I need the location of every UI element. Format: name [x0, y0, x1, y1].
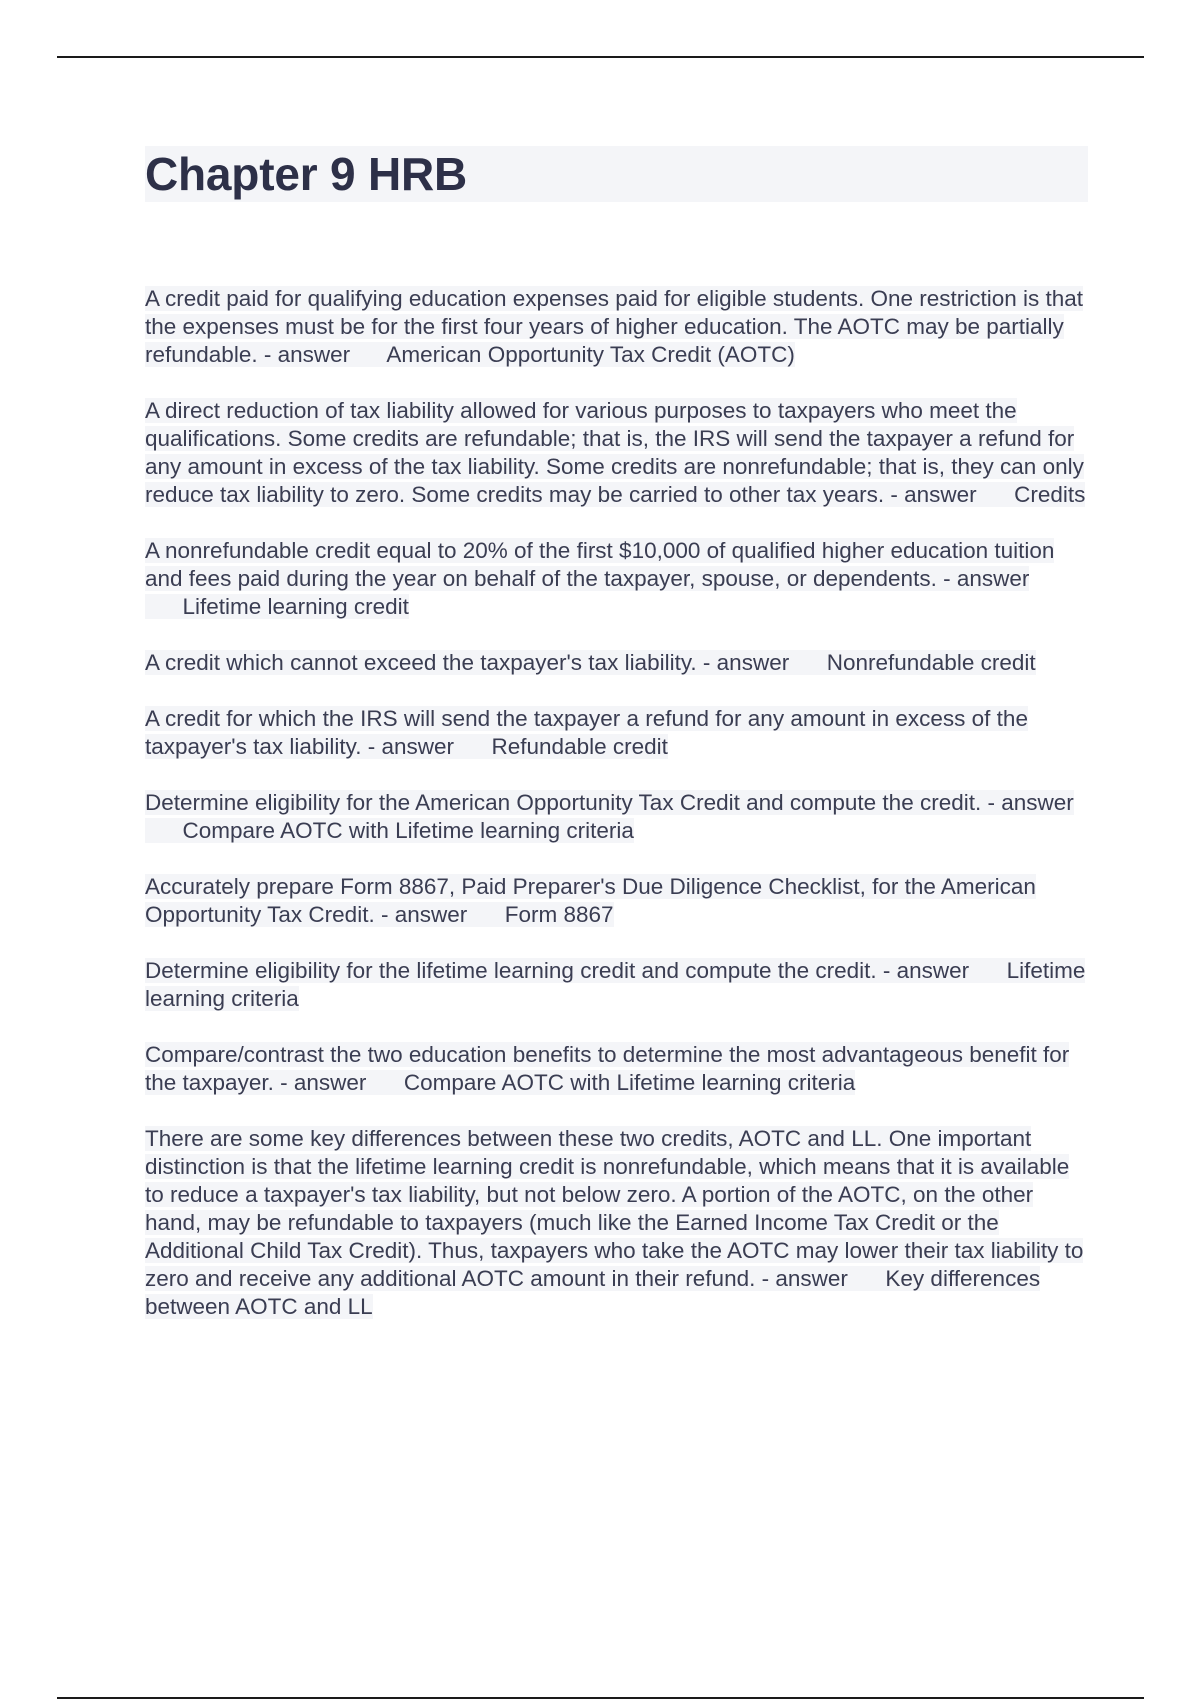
- qa-question: Determine eligibility for the lifetime learning credit and compute the credit.: [145, 958, 877, 983]
- qa-answer: Nonrefundable credit: [826, 650, 1036, 675]
- qa-answer: Compare AOTC with Lifetime learning criteria: [403, 1070, 856, 1095]
- qa-question: A credit paid for qualifying education expenses paid for eligible students. One restriction is that the expenses must be for the first four years of higher education. The AOTC may be partially refundable.: [145, 286, 1084, 367]
- qa-question: A nonrefundable credit equal to 20% of the first $10,000 of qualified higher education tuition and fees paid during the year on behalf of the taxpayer, spouse, or dependents.: [145, 538, 1055, 591]
- qa-answer: Lifetime learning credit: [182, 594, 409, 619]
- qa-question: A direct reduction of tax liability allowed for various purposes to taxpayers who meet the qualifications. Some credits are refundable; that is, the IRS will send the taxpayer a refund for any amount in excess of the tax liability. Some credits are nonrefundable; that is, they can only reduce tax liability to zero. Some credits may be carried to other tax years.: [145, 398, 1084, 507]
- qa-separator: - answer: [755, 1266, 848, 1291]
- qa-list: [145, 285, 1088, 1349]
- qa-separator: - answer: [696, 650, 790, 675]
- qa-question: Determine eligibility for the American Opportunity Tax Credit and compute the credit.: [145, 790, 982, 815]
- qa-separator: - answer: [876, 958, 970, 983]
- qa-item: [145, 285, 1088, 369]
- qa-separator: - answer: [936, 566, 1030, 591]
- qa-answer: Key differences between AOTC and LL: [145, 1266, 1041, 1319]
- qa-separator: - answer: [981, 790, 1074, 815]
- qa-answer: Form 8867: [504, 902, 614, 927]
- qa-item: [145, 705, 1088, 761]
- qa-answer: Credits: [1014, 482, 1086, 507]
- top-rule: [57, 56, 1144, 58]
- qa-answer: Refundable credit: [491, 734, 668, 759]
- page-title: Chapter 9 HRB: [145, 148, 468, 200]
- qa-item: [145, 1041, 1088, 1097]
- qa-question: Compare/contrast the two education benefits to determine the most advantageous benefit for the taxpayer.: [145, 1042, 1070, 1095]
- qa-item: [145, 397, 1088, 509]
- qa-item: [145, 1125, 1088, 1321]
- qa-item: [145, 957, 1088, 1013]
- qa-answer: American Opportunity Tax Credit (AOTC): [386, 342, 795, 367]
- qa-separator: - answer: [374, 902, 468, 927]
- qa-item: [145, 649, 1088, 677]
- qa-separator: - answer: [273, 1070, 367, 1095]
- qa-question: A credit for which the IRS will send the taxpayer a refund for any amount in excess of the taxpayer's tax liability.: [145, 706, 1028, 759]
- bottom-rule: [57, 1697, 1144, 1699]
- qa-question: Accurately prepare Form 8867, Paid Preparer's Due Diligence Checklist, for the American Opportunity Tax Credit.: [145, 874, 1036, 927]
- qa-question: There are some key differences between these two credits, AOTC and LL. One important distinction is that the lifetime learning credit is nonrefundable, which means that it is available to reduce a taxpayer's tax liability, but not below zero. A portion of the AOTC, on the other hand, may be refundable to taxpayers (much like the Earned Income Tax Credit or the Additional Child Tax Credit). Thus, taxpayers who take the AOTC may lower their tax liability to zero and receive any additional AOTC amount in their refund.: [145, 1126, 1084, 1291]
- qa-separator: - answer: [884, 482, 977, 507]
- qa-separator: - answer: [361, 734, 454, 759]
- qa-question: A credit which cannot exceed the taxpayer's tax liability.: [145, 650, 697, 675]
- qa-answer: Compare AOTC with Lifetime learning criteria: [182, 818, 634, 843]
- qa-item: [145, 789, 1088, 845]
- qa-item: [145, 537, 1088, 621]
- qa-answer: Lifetime learning criteria: [145, 958, 1086, 1011]
- qa-separator: - answer: [257, 342, 351, 367]
- qa-item: [145, 873, 1088, 929]
